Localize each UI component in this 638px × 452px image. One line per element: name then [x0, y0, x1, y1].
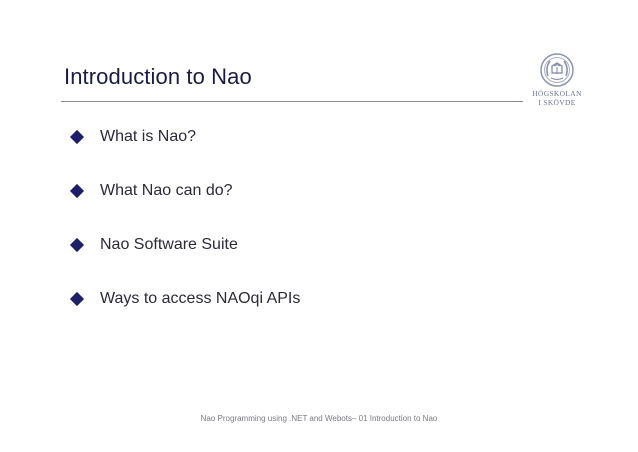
bullet-item: [70, 177, 300, 204]
slide-footer: Nao Programming using .NET and Webots– 01 Introduction to Nao: [200, 414, 438, 423]
logo-text-line2: I SKÖVDE: [538, 98, 576, 107]
slide-title: Introduction to Nao: [64, 64, 252, 89]
bullet-text: Nao Software Suite: [100, 235, 238, 253]
diamond-bullet-icon: [70, 129, 84, 143]
logo-text-line1: HÖGSKOLAN: [532, 89, 582, 98]
diamond-bullet-icon: [70, 237, 84, 251]
university-seal-icon: [539, 52, 575, 88]
bullet-item: [70, 231, 300, 258]
title-divider: [61, 101, 523, 102]
diamond-bullet-icon: [70, 291, 84, 305]
bullet-text: What Nao can do?: [100, 181, 233, 199]
bullet-text: What is Nao?: [100, 127, 197, 145]
bullet-text: Ways to access NAOqi APIs: [100, 289, 301, 307]
university-logo: [527, 52, 587, 110]
bullet-list: [70, 123, 300, 339]
diamond-bullet-icon: [70, 183, 84, 197]
bullet-item: [70, 123, 300, 150]
bullet-item: [70, 285, 300, 312]
